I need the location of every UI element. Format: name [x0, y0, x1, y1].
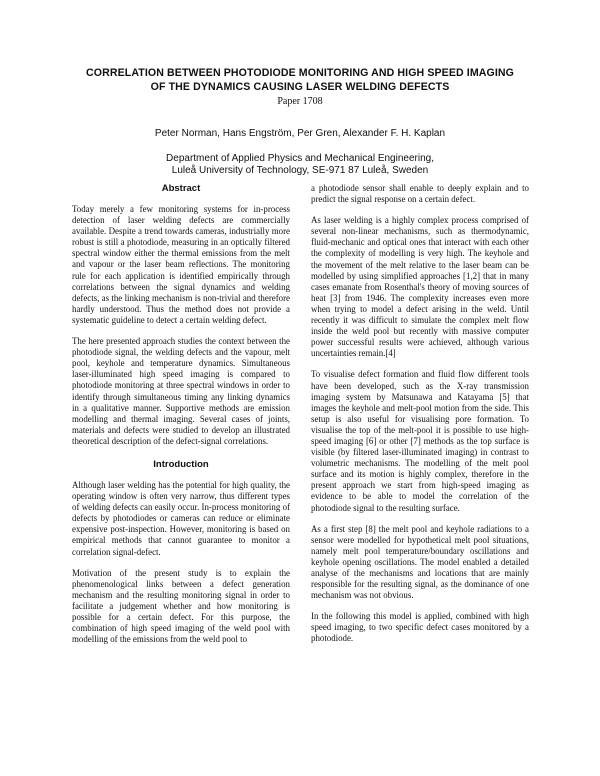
affiliation-line-1: Department of Applied Physics and Mechanical Engineering, — [166, 153, 434, 164]
title-line-1: CORRELATION BETWEEN PHOTODIODE MONITORING AND HIGH SPEED IMAGING — [85, 67, 514, 79]
introduction-paragraph: Motivation of the present study is to explain the phenomenological links between a defect generation mechanism and the resulting monitoring signal in order to facilitate a judgement whether and how monitoring is possible for a certain defect. For this purpose, the combination of high speed imaging of the weld pool with modelling of the emissions from the weld pool to — [72, 567, 290, 645]
paper-title — [60, 66, 540, 94]
introduction-paragraph: In the following this model is applied, combined with high speed imaging, to two specific defect cases monitored by a photodiode. — [311, 611, 529, 644]
title-line-2: OF THE DYNAMICS CAUSING LASER WELDING DEFECTS — [150, 81, 450, 93]
affiliation — [0, 153, 600, 177]
abstract-heading: Abstract — [161, 183, 201, 194]
paper-number: Paper 1708 — [277, 96, 323, 107]
author-list: Peter Norman, Hans Engström, Per Gren, Alexander F. H. Kaplan — [154, 128, 446, 139]
introduction-paragraph: a photodiode sensor shall enable to deeply explain and to predict the signal response on a certain defect. — [311, 183, 529, 205]
right-column — [311, 183, 529, 655]
introduction-paragraph: To visualise defect formation and fluid flow different tools have been developed, such as the X-ray transmission imaging system by Matsunawa and Katayama [5] that images the keyhole and melt-pool motion from the side. This setup is also useful for visualising pore formation. To visualise the top of the melt-pool it is possible to use high-speed imaging [6] or other [7] methods as the top surface is visible (by filtered laser-illuminated imaging) in contrast to volumetric mechanisms. The modelling of the melt pool surface and its motion is highly complex, therefore in the present approach we start from high-speed imaging as evidence to be able to model the correlation of the photodiode signal to the resulting surface. — [311, 369, 529, 513]
introduction-paragraph: As a first step [8] the melt pool and keyhole radiations to a sensor were modelled for hypothetical melt pool situations, namely melt pool temperature/boundary oscillations and keyhole opening oscillations. The model enabled a detailed analyse of the mechanisms and locations that are mainly responsible for the resulting signal, as the dominance of one mechanism was not obvious. — [311, 523, 529, 601]
affiliation-line-2: Luleå University of Technology, SE-971 87 Luleå, Sweden — [171, 165, 429, 176]
abstract-paragraph: Today merely a few monitoring systems for in-process detection of laser welding defects are commercially available. Despite a trend towards cameras, industrially more robust is still a photodiode, measuring in an optically filtered spectral window either the thermal emissions from the melt and vapour or the laser beam reflections. The monitoring rule for each application is identified empirically through correlations between the signal dynamics and welding defects, as the linking mechanism is non-trivial and therefore hardly understood. Thus the method does not provide a systematic guideline to detect a certain welding defect. — [72, 204, 290, 325]
introduction-heading: Introduction — [153, 458, 209, 470]
left-column — [72, 183, 290, 655]
abstract-paragraph: The here presented approach studies the context between the photodiode signal, the welding defects and the vapour, melt pool, keyhole and temperature dynamics. Simultaneous laser-illuminated high speed imaging is compared to photodiode monitoring at three spectral windows in order to identify through simultaneous timing any linking dynamics in a qualitative manner. Supportive methods are emission modelling and thermal imaging. Several cases of joints, materials and defects were studied to develop an illustrated theoretical description of the defect-signal correlations. — [72, 336, 290, 446]
introduction-paragraph: As laser welding is a highly complex process comprised of several non-linear mechanisms, such as thermodynamic, fluid-mechanic and optical ones that interact with each other the complexity of modelling is very high. The keyhole and the movement of the melt relative to the laser beam can be modelled by using simplified approaches [1,2] that in many cases emanate from Rosenthal's theory of moving sources of heat [3] from 1946. The complexity increases even more when trying to model a defect arising in the weld. Until recently it was difficult to simulate the complex melt flow inside the weld pool but recently with massive computer power successful results were achieved, although various uncertainties remain.[4] — [311, 215, 529, 359]
introduction-paragraph: Although laser welding has the potential for high quality, the operating window is often very narrow, thus different types of welding defects can easily occur. In-process monitoring of defects by photodiodes or cameras can reduce or eliminate expensive post-inspection. However, monitoring is based on empirical methods that cannot guarantee to monitor a correlation signal-defect. — [72, 479, 290, 557]
